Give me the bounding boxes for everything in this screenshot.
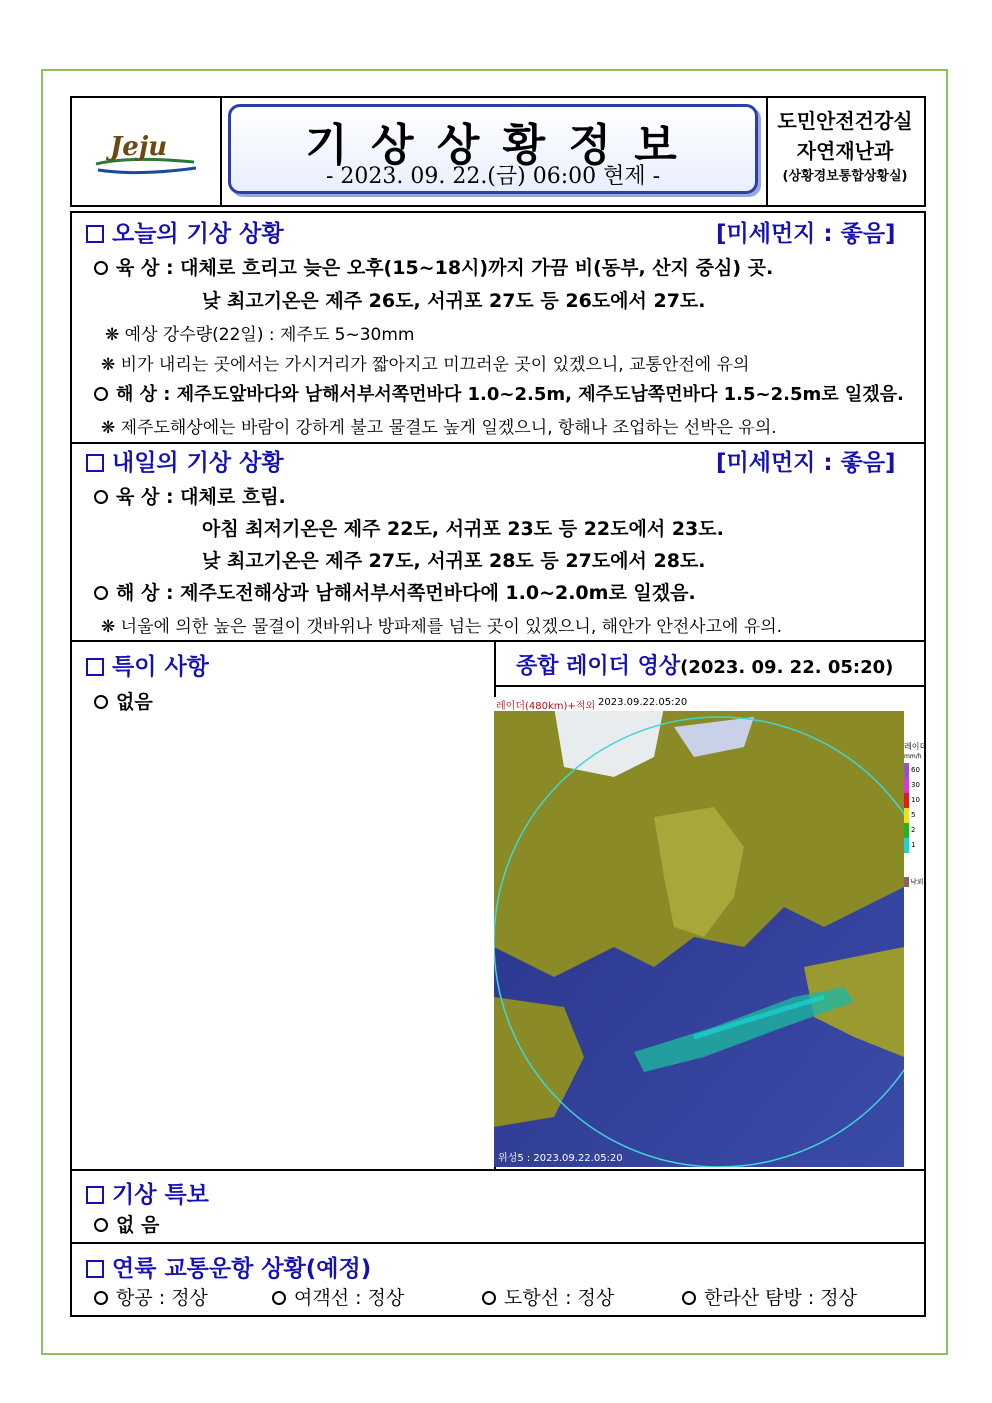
checkbox-icon — [86, 454, 104, 472]
dept-line1: 도민안전건강실 — [777, 109, 913, 133]
special-heading: 특이 사항 — [86, 648, 209, 681]
tomorrow-heading: 내일의 기상 상황 — [86, 444, 284, 477]
legend-swatch — [904, 838, 909, 853]
today-note2: ❋ 비가 내리는 곳에서는 가시거리가 짧아지고 미끄러운 곳이 있겠으니, 교통안전에 유의 — [101, 355, 750, 375]
legend-scale — [904, 763, 924, 853]
transport-item-ferry: 여객선 : 정상 — [272, 1283, 404, 1310]
legend-value: 1 — [911, 841, 916, 849]
circle-bullet-icon — [94, 1291, 108, 1305]
legend-swatch — [904, 823, 909, 838]
transport-item-island-ferry: 도항선 : 정상 — [482, 1283, 614, 1310]
circle-bullet-icon — [482, 1291, 496, 1305]
circle-bullet-icon — [94, 490, 108, 504]
legend-value: 2 — [911, 826, 916, 834]
circle-bullet-icon — [94, 1218, 108, 1232]
circle-bullet-icon — [94, 261, 108, 275]
legend-unit: mm/h — [904, 753, 922, 760]
circle-bullet-icon — [682, 1291, 696, 1305]
today-heading: 오늘의 기상 상황 — [86, 215, 284, 248]
date-line: - 2023. 09. 22.(금) 06:00 현제 - — [325, 164, 661, 189]
transport-heading: 연륙 교통운항 상황(예정) — [86, 1250, 371, 1283]
page-title: 기 상 상 황 정 보 — [305, 120, 681, 171]
logo-text: Jeju — [110, 132, 168, 162]
tomorrow-note: ❋ 너울에 의한 높은 물결이 갯바위나 방파제를 넘는 곳이 있겠으니, 해안가 안전사고에 유의. — [101, 617, 783, 637]
today-dust: [미세먼지 : 좋음] — [716, 221, 896, 247]
circle-bullet-icon — [94, 695, 108, 709]
department — [766, 106, 924, 188]
radar-img-footer: 위성5 : 2023.09.22.05:20 — [498, 1153, 623, 1164]
tomorrow-sea: 해 상 : 제주도전해상과 남해서부서쪽먼바다에 1.0~2.0m로 일겠음. — [94, 578, 696, 605]
legend-swatch — [904, 793, 909, 808]
jeju-logo — [88, 132, 203, 182]
radar-image — [494, 697, 904, 1167]
radar-img-time: 2023.09.22.05:20 — [598, 697, 688, 708]
today-sea: 해 상 : 제주도앞바다와 남해서부서쪽먼바다 1.0~2.5m, 제주도남쪽먼바다 1.5~2.5m로 일겠음. — [94, 380, 904, 406]
radar-heading: 종합 레이더 영상(2023. 09. 22. 05:20) — [516, 654, 894, 679]
dept-line3: (상황경보통합상황실) — [782, 169, 908, 184]
legend-row — [904, 808, 924, 823]
warning-item: 없 음 — [94, 1210, 159, 1237]
warning-heading: 기상 특보 — [86, 1176, 209, 1209]
checkbox-icon — [86, 658, 104, 676]
transport-item-hallasan: 한라산 탐방 : 정상 — [682, 1283, 857, 1310]
tomorrow-land: 육 상 : 대체로 흐림. — [94, 482, 286, 509]
today-land: 육 상 : 대체로 흐리고 늦은 오후(15~18시)까지 가끔 비(동부, 산지 중심) 곳. — [94, 253, 773, 280]
checkbox-icon — [86, 1260, 104, 1278]
radar-legend — [904, 697, 928, 1167]
legend-value: 60 — [911, 766, 920, 774]
transport-item-air: 항공 : 정상 — [94, 1283, 208, 1310]
today-land-line2: 낮 최고기온은 제주 26도, 서귀포 27도 등 26도에서 27도. — [202, 290, 706, 312]
special-item: 없음 — [94, 687, 153, 714]
radar-img-label: 레이더(480km)+적외 — [496, 701, 596, 712]
legend-row — [904, 763, 924, 778]
legend-value: 10 — [911, 796, 920, 804]
legend-row — [904, 823, 924, 838]
dept-line2: 자연재난과 — [796, 139, 894, 163]
circle-bullet-icon — [94, 387, 108, 401]
legend-row — [904, 838, 924, 853]
checkbox-icon — [86, 225, 104, 243]
legend-swatch — [904, 763, 909, 778]
legend-extra-swatch — [904, 877, 909, 887]
circle-bullet-icon — [94, 586, 108, 600]
legend-row — [904, 793, 924, 808]
legend-swatch — [904, 778, 909, 793]
legend-value: 30 — [911, 781, 920, 789]
legend-title: 레이더 — [904, 742, 928, 751]
today-note3: ❋ 제주도해상에는 바람이 강하게 불고 물결도 높게 일겠으니, 항해나 조업하는 선박은 유의. — [101, 418, 777, 438]
title-box — [228, 104, 758, 194]
tomorrow-land-line3: 낮 최고기온은 제주 27도, 서귀포 28도 등 27도에서 28도. — [202, 550, 706, 572]
circle-bullet-icon — [272, 1291, 286, 1305]
tomorrow-land-line2: 아침 최저기온은 제주 22도, 서귀포 23도 등 22도에서 23도. — [202, 518, 724, 540]
checkbox-icon — [86, 1186, 104, 1204]
legend-value: 5 — [911, 811, 916, 819]
legend-swatch — [904, 808, 909, 823]
radar-map — [494, 697, 904, 1167]
tomorrow-dust: [미세먼지 : 좋음] — [716, 450, 896, 476]
legend-row — [904, 778, 924, 793]
legend-extra: 낙뢰 — [910, 878, 924, 886]
today-note1: ❋ 예상 강수량(22일) : 제주도 5~30mm — [105, 325, 415, 345]
